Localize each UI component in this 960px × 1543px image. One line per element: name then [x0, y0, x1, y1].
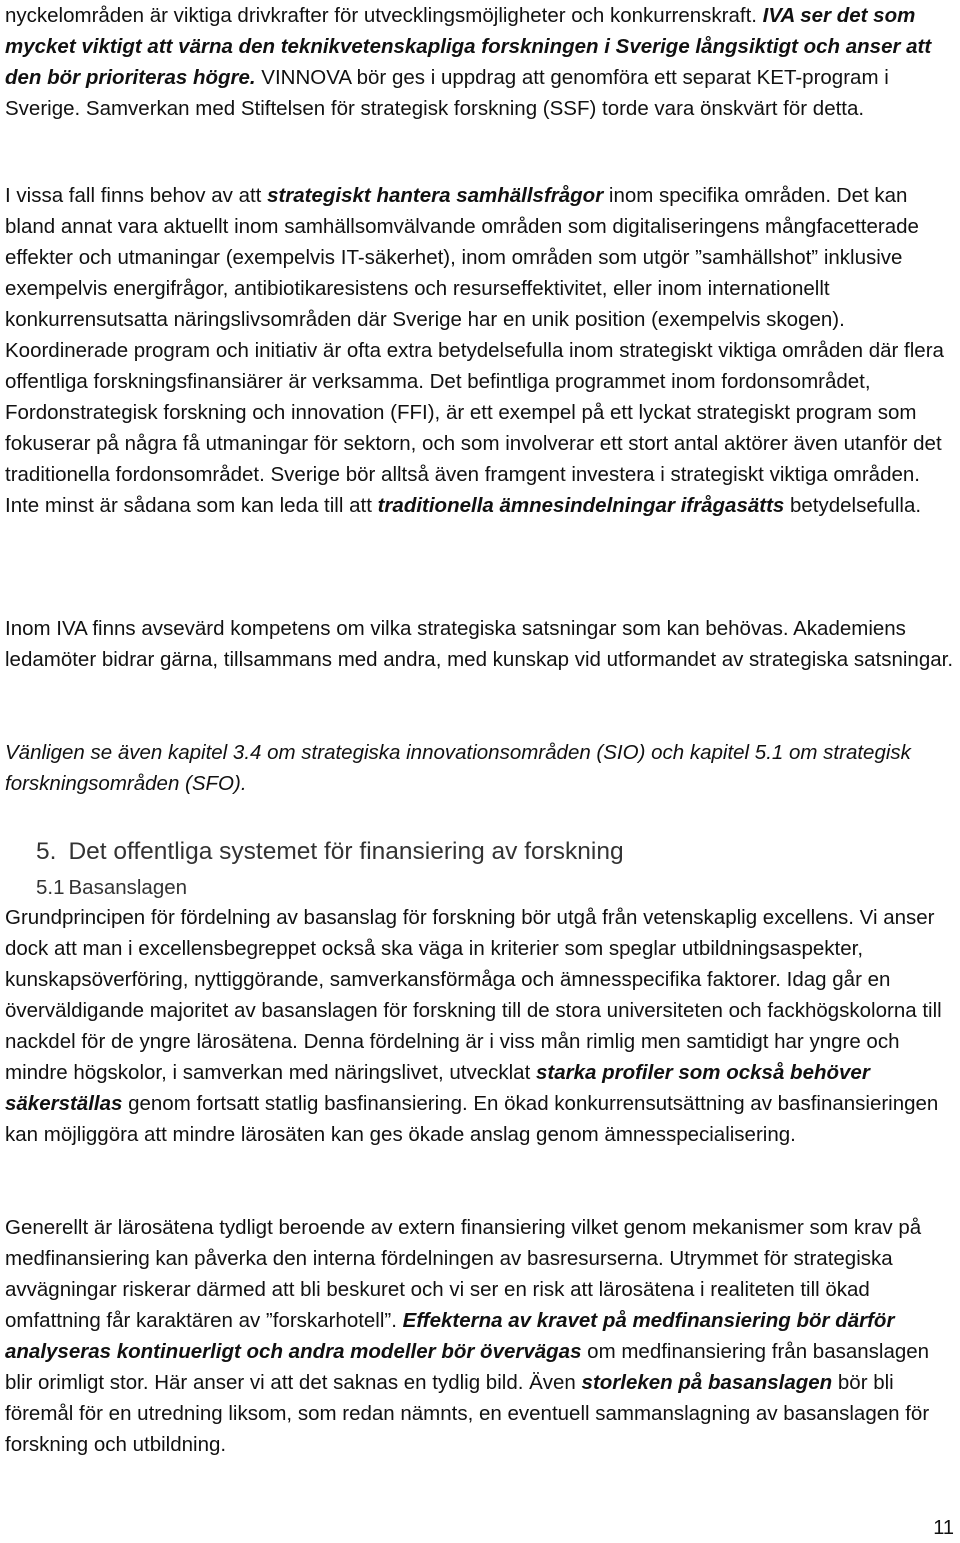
emphasis-text: storleken på basanslagen [581, 1371, 833, 1394]
paragraph-text: genom fortsatt statlig basfinansiering. En ökad konkurrensutsättning av basfinansieringen kan möjliggöra att mindre lärosäten kan ges ökade anslag genom ämnesspecialisering. [5, 1092, 939, 1146]
emphasis-text: Effekterna av kravet på medfinansiering bör därför analyseras kontinuerligt och andra modeller bör övervägas [5, 1309, 895, 1363]
emphasis-text: IVA ser det som mycket viktigt att värna den teknikvetenskapliga forskningen i Sverige långsiktigt och anser att den bör prioriteras högre. [5, 4, 932, 89]
subsection-heading [36, 874, 187, 902]
paragraph-text: inom specifika områden. Det kan bland annat vara aktuellt inom samhällsomvälvande områden som digitaliseringens mångfacetterade effekter och utmaningar (exempelvis IT-säkerhet), inom områden som utgör ”samhällshot” inklusive exempelvis energifrågor, antibiotikaresistens och resurseffektivitet, eller inom internationellt konkurrensutsatta näringslivsområden där Sverige har en unik position (exempelvis skogen). Koordinerade program och initiativ är ofta extra betydelsefulla inom strategiskt viktiga områden där flera offentliga forskningsfinansiärer är verksamma. Det befintliga programmet inom fordonsområdet, Fordonstrategisk forskning och innovation (FFI), är ett exempel på ett lyckat strategiskt program som fokuserar på några få utmaningar för sektorn, och som involverar ett stort antal aktörer även utanför det traditionella fordonsområdet. Sverige bör alltså även framgent investera i strategiskt viktiga områden. Inte minst är sådana som kan leda till att [5, 184, 944, 517]
paragraph-text: om medfinansiering från basanslagen blir orimligt stor. Här anser vi att det saknas en tydlig bild. Även [5, 1340, 930, 1394]
section-number: 5. [36, 838, 57, 865]
paragraph-ket [5, 0, 955, 124]
paragraph-text: betydelsefulla. [784, 494, 922, 517]
paragraph-text: I vissa fall finns behov av att [5, 184, 268, 207]
subsection-number: 5.1 [36, 876, 65, 899]
paragraph-text: bör bli föremål för en utredning liksom, som redan nämnts, en eventuell sammanslagning av basanslagen för forskning och utbildning. [5, 1371, 930, 1456]
paragraph-text: nyckelområden är viktiga drivkrafter för utvecklingsmöjligheter och konkurrenskraft. [5, 4, 763, 27]
section-heading [36, 836, 624, 868]
paragraph-text: Grundprincipen för fördelning av basanslag för forskning bör utgå från vetenskaplig excellens. Vi anser dock att man i excellensbegreppet också ska väga in kriterier som speglar utbildningsaspekter, kunskapsöverföring, nyttiggörande, samverkansförmåga och ämnesspecifika faktorer. Idag går en överväldigande majoritet av basanslagen för forskning till de stora universiteten och fackhögskolorna till nackdel för de yngre lärosätena. Denna fördelning är i viss mån rimlig men samtidigt har yngre och mindre högskolor, i samverkan med näringslivet, utvecklat [5, 906, 942, 1084]
paragraph-basanslag [5, 902, 955, 1150]
paragraph-extern-finansiering [5, 1212, 955, 1460]
paragraph-text: VINNOVA bör ges i uppdrag att genomföra ett separat KET-program i Sverige. Samverkan med Stiftelsen för strategisk forskning (SSF) torde vara önskvärt för detta. [5, 66, 889, 120]
emphasis-text: strategiskt hantera samhällsfrågor [267, 184, 604, 207]
paragraph-samhallsfragor [5, 180, 955, 521]
paragraph-iva-kompetens: Inom IVA finns avsevärd kompetens om vilka strategiska satsningar som kan behövas. Akademiens ledamöter bidrar gärna, tillsammans med andra, med kunskap vid utformandet av strategiska satsningar. [5, 617, 954, 671]
emphasis-text: starka profiler som också behöver säkerställas [5, 1061, 870, 1115]
subsection-title: Basanslagen [68, 876, 188, 899]
section-title: Det offentliga systemet för finansiering av forskning [68, 838, 624, 865]
page-number: 11 [933, 1517, 954, 1539]
paragraph-text: Generellt är lärosätena tydligt beroende av extern finansiering vilket genom mekanismer som krav på medfinansiering kan påverka den interna fördelningen av basresurserna. Utrymmet för strategiska avvägningar riskerar därmed att bli beskuret och vi ser en risk att lärosätena i realiteten till ökad omfattning får karaktären av ”forskarhotell”. [5, 1216, 922, 1332]
paragraph-see-also: Vänligen se även kapitel 3.4 om strategiska innovationsområden (SIO) och kapitel 5.1 om strategisk forskningsområden (SFO). [5, 741, 911, 795]
emphasis-text: traditionella ämnesindelningar ifrågasätts [377, 494, 785, 517]
